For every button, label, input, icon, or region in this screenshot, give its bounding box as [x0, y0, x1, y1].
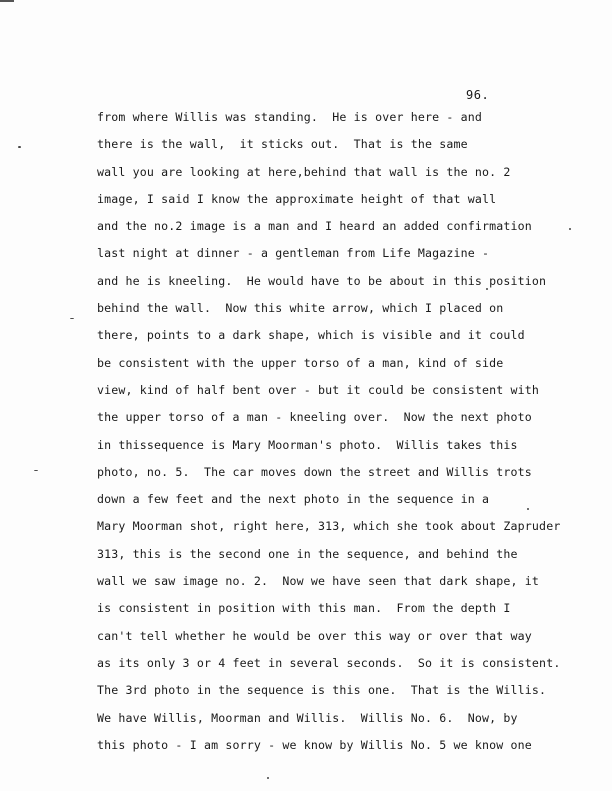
text-line: and the no.2 image is a man and I heard an added confirmation — [97, 219, 532, 234]
text-line: can't tell whether he would be over this way or over that way — [97, 628, 532, 643]
page-number: 96. — [466, 88, 490, 102]
text-line: behind the wall. Now this white arrow, which I placed on — [97, 301, 504, 316]
scan-speck — [527, 508, 529, 510]
text-line: image, I said I know the approximate height of that wall — [97, 191, 497, 206]
text-line: wall we saw image no. 2. Now we have seen that dark shape, it — [97, 574, 540, 589]
text-line: as its only 3 or 4 feet in several seconds. So it is consistent. — [97, 655, 561, 670]
text-line: wall you are looking at here,behind that wall is the no. 2 — [97, 164, 511, 179]
text-line: is consistent in position with this man. From the depth I — [97, 601, 511, 616]
text-line: We have Willis, Moorman and Willis. Willis No. 6. Now, by — [97, 710, 518, 725]
text-line: 313, this is the second one in the sequence, and behind the — [97, 546, 518, 561]
scan-speck — [267, 777, 269, 779]
text-line: from where Willis was standing. He is over here - and — [97, 110, 483, 124]
scan-speck — [70, 318, 74, 319]
text-line: and he is kneeling. He would have to be about in this position — [97, 273, 547, 288]
text-line: there, points to a dark shape, which is visible and it could — [97, 328, 525, 343]
text-line: Mary Moorman shot, right here, 313, which she took about Zapruder — [97, 519, 561, 534]
text-line: be consistent with the upper torso of a man, kind of side — [97, 355, 504, 370]
text-line: The 3rd photo in the sequence is this one. That is the Willis. — [97, 683, 547, 698]
text-line: down a few feet and the next photo in the sequence in a — [97, 492, 490, 507]
scan-speck — [486, 288, 488, 290]
scan-edge-mark — [0, 0, 14, 2]
text-line: last night at dinner - a gentleman from Life Magazine - — [97, 246, 490, 261]
text-line: in thissequence is Mary Moorman's photo. Willis takes this — [97, 437, 518, 452]
text-line: view, kind of half bent over - but it could be consistent with — [97, 382, 540, 397]
scan-speck — [18, 146, 21, 148]
text-line: this photo - I am sorry - we know by Willis No. 5 we know one — [97, 737, 532, 752]
text-line: photo, no. 5. The car moves down the street and Willis trots — [97, 464, 532, 479]
scan-speck — [34, 470, 38, 471]
transcript-body — [97, 108, 597, 763]
scan-speck — [569, 228, 571, 230]
text-line: the upper torso of a man - kneeling over. Now the next photo — [97, 410, 532, 425]
text-line: there is the wall, it sticks out. That is the same — [97, 137, 468, 152]
